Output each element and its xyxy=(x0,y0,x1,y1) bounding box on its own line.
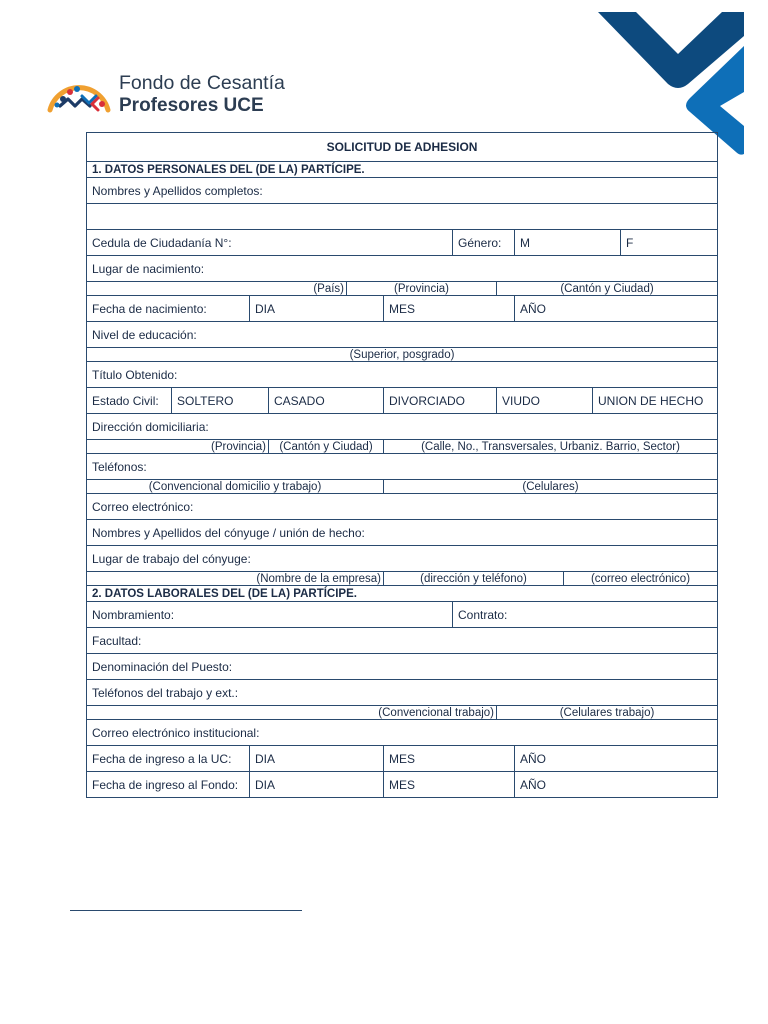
adhesion-form xyxy=(86,132,718,798)
dir-provincia-caption: (Provincia) xyxy=(87,440,269,454)
superior-caption: (Superior, posgrado) xyxy=(87,348,718,362)
lugar-nacimiento-field[interactable]: Lugar de nacimiento: xyxy=(87,256,718,282)
nombres-field[interactable]: Nombres y Apellidos completos: xyxy=(87,178,718,204)
casado-option[interactable]: CASADO xyxy=(269,388,384,414)
tel-celulares-caption: (Celulares) xyxy=(384,480,718,494)
estado-civil-label: Estado Civil: xyxy=(87,388,172,414)
nombres-input-row[interactable] xyxy=(87,204,718,230)
fecha-nacimiento-anio[interactable]: AÑO xyxy=(515,296,718,322)
correo-institucional-field[interactable]: Correo electrónico institucional: xyxy=(87,720,718,746)
cel-trabajo-caption: (Celulares trabajo) xyxy=(497,706,718,720)
telefonos-field[interactable]: Teléfonos: xyxy=(87,454,718,480)
nombramiento-field[interactable]: Nombramiento: xyxy=(87,602,453,628)
genero-f-option[interactable]: F xyxy=(621,230,718,256)
ingreso-fondo-dia[interactable]: DIA xyxy=(250,772,384,798)
viudo-option[interactable]: VIUDO xyxy=(497,388,593,414)
pais-caption: (País) xyxy=(87,282,347,296)
brand-name-line1: Fondo de Cesantía xyxy=(119,72,285,94)
ingreso-uc-label: Fecha de ingreso a la UC: xyxy=(87,746,250,772)
canton-ciudad-caption: (Cantón y Ciudad) xyxy=(497,282,718,296)
fecha-nacimiento-dia[interactable]: DIA xyxy=(250,296,384,322)
telefonos-trabajo-field[interactable]: Teléfonos del trabajo y ext.: xyxy=(87,680,718,706)
correo-e-caption: (correo electrónico) xyxy=(564,572,718,586)
contrato-field[interactable]: Contrato: xyxy=(453,602,718,628)
ingreso-uc-mes[interactable]: MES xyxy=(384,746,515,772)
titulo-field[interactable]: Título Obtenido: xyxy=(87,362,718,388)
fecha-nacimiento-mes[interactable]: MES xyxy=(384,296,515,322)
correo-field[interactable]: Correo electrónico: xyxy=(87,494,718,520)
nivel-educacion-field[interactable]: Nivel de educación: xyxy=(87,322,718,348)
empresa-caption: (Nombre de la empresa) xyxy=(87,572,384,586)
conyuge-field[interactable]: Nombres y Apellidos del cónyuge / unión de hecho: xyxy=(87,520,718,546)
provincia-caption: (Provincia) xyxy=(347,282,497,296)
genero-label: Género: xyxy=(453,230,515,256)
divorciado-option[interactable]: DIVORCIADO xyxy=(384,388,497,414)
genero-m-option[interactable]: M xyxy=(515,230,621,256)
puesto-field[interactable]: Denominación del Puesto: xyxy=(87,654,718,680)
form-title: SOLICITUD DE ADHESION xyxy=(87,133,718,162)
footnote-separator xyxy=(70,910,302,911)
dir-canton-caption: (Cantón y Ciudad) xyxy=(269,440,384,454)
fondo-logo-icon xyxy=(46,68,116,120)
union-hecho-option[interactable]: UNION DE HECHO xyxy=(593,388,718,414)
dir-tel-caption: (dirección y teléfono) xyxy=(384,572,564,586)
facultad-field[interactable]: Facultad: xyxy=(87,628,718,654)
brand-name-line2: Profesores UCE xyxy=(119,95,264,116)
conv-trabajo-caption: (Convencional trabajo) xyxy=(87,706,497,720)
trabajo-conyuge-field[interactable]: Lugar de trabajo del cónyuge: xyxy=(87,546,718,572)
ingreso-fondo-anio[interactable]: AÑO xyxy=(515,772,718,798)
ingreso-fondo-mes[interactable]: MES xyxy=(384,772,515,798)
soltero-option[interactable]: SOLTERO xyxy=(172,388,269,414)
ingreso-uc-anio[interactable]: AÑO xyxy=(515,746,718,772)
section-laboral-heading: 2. DATOS LABORALES DEL (DE LA) PARTÍCIPE. xyxy=(87,586,718,602)
ingreso-uc-dia[interactable]: DIA xyxy=(250,746,384,772)
dir-calle-caption: (Calle, No., Transversales, Urbaniz. Barrio, Sector) xyxy=(384,440,718,454)
tel-convencional-caption: (Convencional domicilio y trabajo) xyxy=(87,480,384,494)
fecha-nacimiento-label: Fecha de nacimiento: xyxy=(87,296,250,322)
ingreso-fondo-label: Fecha de ingreso al Fondo: xyxy=(87,772,250,798)
section-personal-heading: 1. DATOS PERSONALES DEL (DE LA) PARTÍCIPE. xyxy=(87,162,718,178)
direccion-field[interactable]: Dirección domiciliaria: xyxy=(87,414,718,440)
cedula-field[interactable]: Cedula de Ciudadanía N°: xyxy=(87,230,453,256)
